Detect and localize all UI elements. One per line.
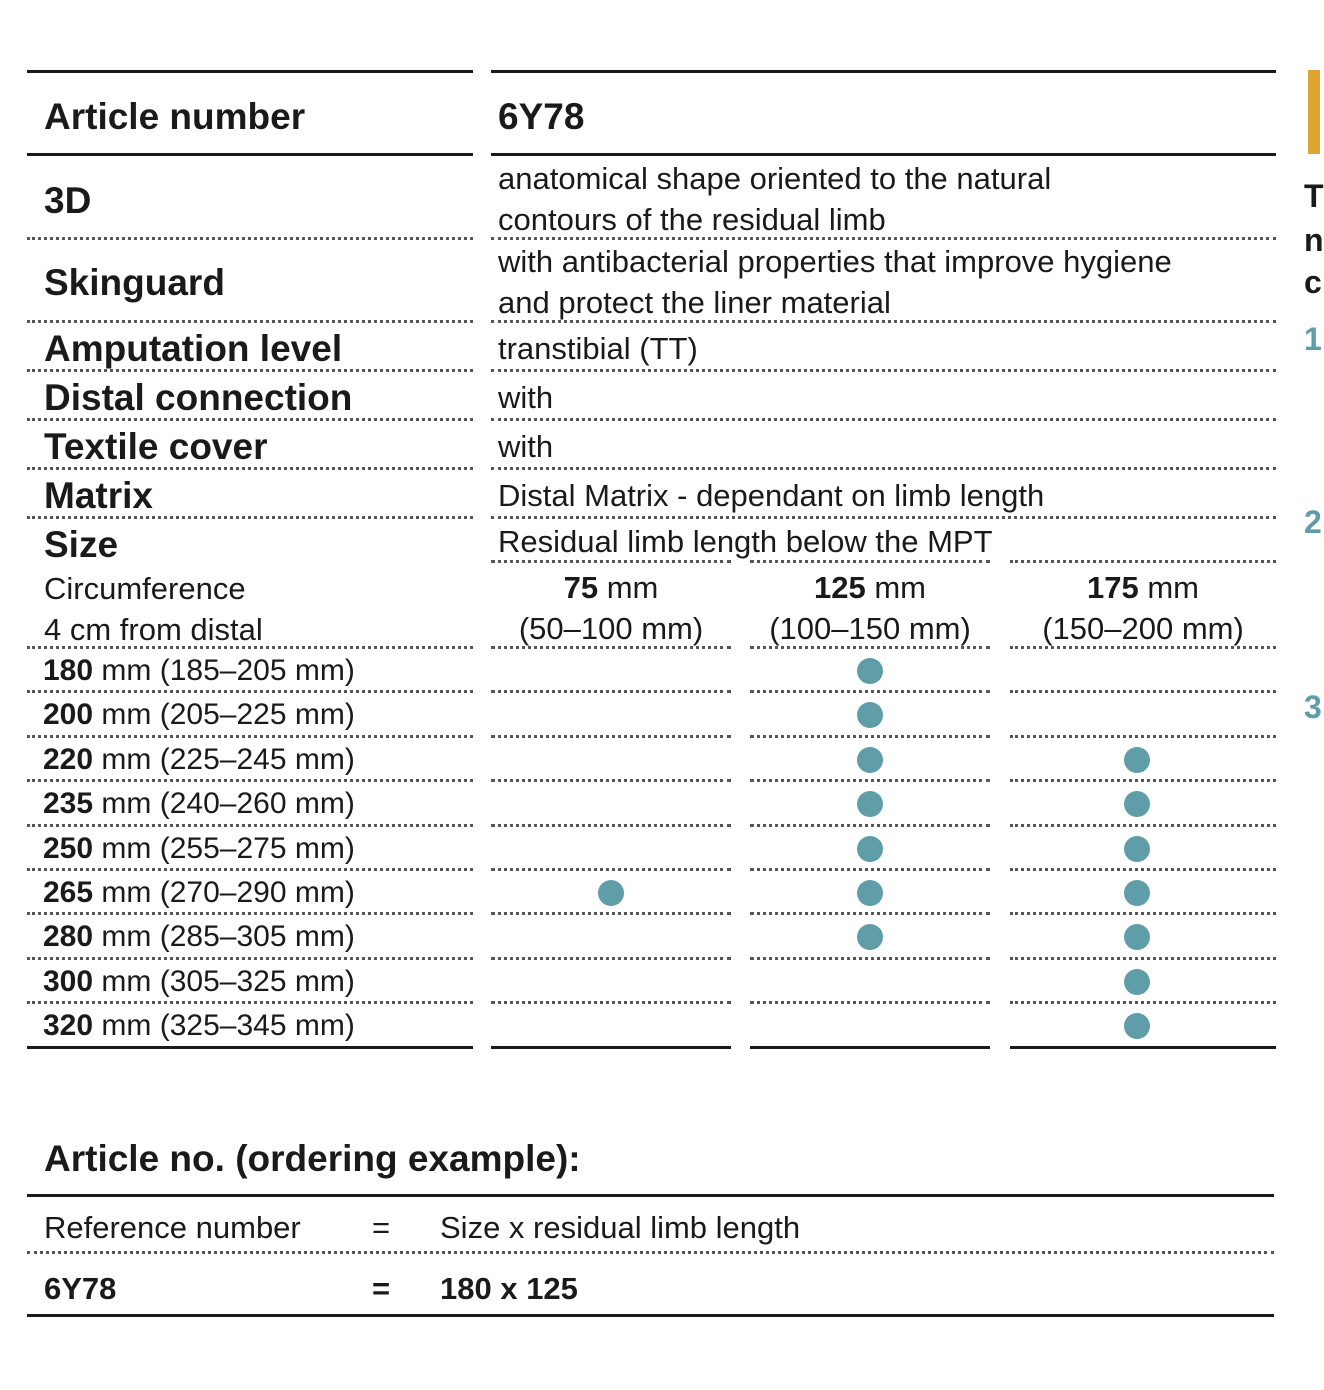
size-row-label [43, 697, 355, 733]
availability-dot [1124, 1013, 1150, 1039]
size-value: 200 [43, 698, 94, 732]
size-range: (305–325 mm) [159, 964, 355, 998]
availability-dot [1124, 924, 1150, 950]
table-bottom-rule [750, 1046, 990, 1049]
circumference-label-line1: Circumference [44, 571, 246, 606]
ordering-rule-top [27, 1194, 1274, 1197]
divider [1010, 779, 1276, 782]
spec-value-distal-connection: with [498, 380, 554, 415]
availability-dot [1124, 880, 1150, 906]
divider [491, 467, 1276, 470]
size-unit: mm [101, 1009, 152, 1043]
divider [491, 690, 731, 693]
divider [750, 690, 990, 693]
size-row-label [43, 1008, 355, 1044]
spec-value-skinguard-line2: and protect the liner material [498, 285, 891, 320]
divider [27, 467, 473, 470]
divider [491, 237, 1276, 240]
ordering-reference-label: Reference number [44, 1210, 301, 1245]
ordering-rule-bottom [27, 1314, 1274, 1317]
edge-number: 2 [1304, 504, 1322, 540]
divider [491, 779, 731, 782]
spec-value-3d-line2: contours of the residual limb [498, 202, 886, 237]
spec-value-skinguard-line1: with antibacterial properties that improve hygiene [498, 244, 1172, 279]
ordering-title: Article no. (ordering example): [44, 1138, 581, 1179]
divider [1010, 957, 1276, 960]
table-bottom-rule [491, 1046, 731, 1049]
edge-number: 1 [1304, 321, 1322, 357]
circumference-label-line2: 4 cm from distal [44, 612, 263, 647]
edge-letter: T [1304, 178, 1324, 214]
divider [1010, 824, 1276, 827]
top-rule-left [27, 70, 473, 73]
top-rule-right [491, 70, 1276, 73]
header-rule-right [491, 153, 1276, 156]
availability-dot [857, 791, 883, 817]
size-row-label [43, 786, 355, 822]
accent-bar [1308, 70, 1320, 154]
divider [27, 868, 473, 871]
availability-dot [857, 702, 883, 728]
size-row-label [43, 875, 355, 911]
spec-label-skinguard: Skinguard [44, 262, 225, 303]
divider [491, 824, 731, 827]
size-value: 265 [43, 876, 94, 909]
ordering-equals: = [372, 1271, 391, 1306]
divider [750, 735, 990, 738]
size-range: (185–205 mm) [159, 654, 355, 687]
spec-label-amputation-level: Amputation level [44, 328, 343, 369]
size-row-label [43, 831, 355, 867]
divider [750, 912, 990, 915]
divider [1010, 735, 1276, 738]
size-unit: mm [101, 742, 152, 776]
column-range-175: (150–200 mm) [1042, 611, 1244, 646]
table-bottom-rule [27, 1046, 473, 1049]
size-range: (270–290 mm) [159, 876, 355, 909]
availability-dot [857, 836, 883, 862]
divider [491, 957, 731, 960]
ordering-example-article: 6Y78 [44, 1271, 117, 1306]
divider [27, 1001, 473, 1004]
size-value: 280 [43, 920, 94, 954]
size-value: 250 [43, 831, 94, 865]
availability-dot [857, 747, 883, 773]
divider [27, 957, 473, 960]
divider [27, 369, 473, 372]
size-range: (205–225 mm) [159, 698, 355, 732]
divider [491, 646, 731, 649]
divider [1010, 868, 1276, 871]
size-unit: mm [101, 787, 152, 821]
divider [491, 735, 731, 738]
size-value: 235 [43, 787, 94, 821]
availability-dot [1124, 969, 1150, 995]
size-unit: mm [101, 876, 152, 909]
spec-label-distal-connection: Distal connection [44, 377, 353, 418]
size-value: 300 [43, 964, 94, 998]
divider [27, 320, 473, 323]
divider [750, 779, 990, 782]
edge-number: 3 [1304, 689, 1322, 725]
spec-label-3d: 3D [44, 180, 92, 221]
divider [27, 1251, 1274, 1254]
divider [27, 418, 473, 421]
size-row-label [43, 653, 355, 689]
divider [27, 824, 473, 827]
spec-value-3d-line1: anatomical shape oriented to the natural [498, 161, 1052, 196]
divider [750, 824, 990, 827]
divider [491, 868, 731, 871]
spec-label-textile-cover: Textile cover [44, 426, 268, 467]
size-unit: mm [101, 654, 152, 687]
table-bottom-rule [1010, 1046, 1276, 1049]
size-row-label [43, 742, 355, 778]
availability-dot [598, 880, 624, 906]
spec-value-matrix: Distal Matrix - dependant on limb length [498, 478, 1045, 513]
availability-dot [1124, 791, 1150, 817]
availability-dot [857, 880, 883, 906]
divider [27, 237, 473, 240]
edge-letter: n [1304, 222, 1324, 258]
ordering-equals: = [372, 1210, 391, 1245]
column-head-75: 75 mm [563, 570, 659, 605]
size-row-label [43, 964, 355, 1000]
size-range: (255–275 mm) [159, 831, 355, 865]
divider [750, 646, 990, 649]
divider [27, 779, 473, 782]
article-number-label: Article number [44, 96, 306, 137]
availability-dot [857, 658, 883, 684]
divider [750, 560, 990, 563]
header-rule-left [27, 153, 473, 156]
availability-dot [1124, 836, 1150, 862]
availability-dot [857, 924, 883, 950]
ordering-example-value: 180 x 125 [440, 1271, 578, 1306]
size-unit: mm [101, 831, 152, 865]
divider [491, 369, 1276, 372]
spec-value-amputation-level: transtibial (TT) [498, 331, 698, 366]
divider [491, 912, 731, 915]
size-unit: mm [101, 920, 152, 954]
size-range: (325–345 mm) [159, 1009, 355, 1043]
column-head-125: 125 mm [813, 570, 926, 605]
divider [27, 646, 473, 649]
availability-dot [1124, 747, 1150, 773]
divider [1010, 560, 1276, 563]
column-range-125: (100–150 mm) [769, 611, 971, 646]
divider [491, 516, 1276, 519]
divider [491, 418, 1276, 421]
column-range-75: (50–100 mm) [518, 611, 704, 646]
spec-label-matrix: Matrix [44, 475, 153, 516]
size-value: 220 [43, 742, 94, 776]
divider [491, 1001, 731, 1004]
divider [27, 912, 473, 915]
size-row-label [43, 919, 355, 955]
divider [27, 690, 473, 693]
divider [27, 735, 473, 738]
column-head-175: 175 mm [1086, 570, 1199, 605]
divider [1010, 912, 1276, 915]
spec-value-textile-cover: with [498, 429, 554, 464]
divider [1010, 646, 1276, 649]
divider [750, 957, 990, 960]
size-range: (285–305 mm) [159, 920, 355, 954]
size-value: 180 [43, 654, 94, 687]
article-number-value: 6Y78 [498, 96, 585, 137]
divider [1010, 690, 1276, 693]
size-unit: mm [101, 964, 152, 998]
size-label: Size [44, 524, 119, 565]
divider [491, 560, 731, 563]
size-range: (240–260 mm) [159, 787, 355, 821]
length-header: Residual limb length below the MPT [498, 524, 993, 559]
ordering-reference-formula: Size x residual limb length [440, 1210, 801, 1245]
edge-letter: c [1304, 264, 1322, 300]
divider [491, 320, 1276, 323]
size-value: 320 [43, 1009, 94, 1043]
size-range: (225–245 mm) [159, 742, 355, 776]
divider [750, 868, 990, 871]
divider [1010, 1001, 1276, 1004]
divider [750, 1001, 990, 1004]
divider [27, 516, 473, 519]
size-unit: mm [101, 698, 152, 732]
